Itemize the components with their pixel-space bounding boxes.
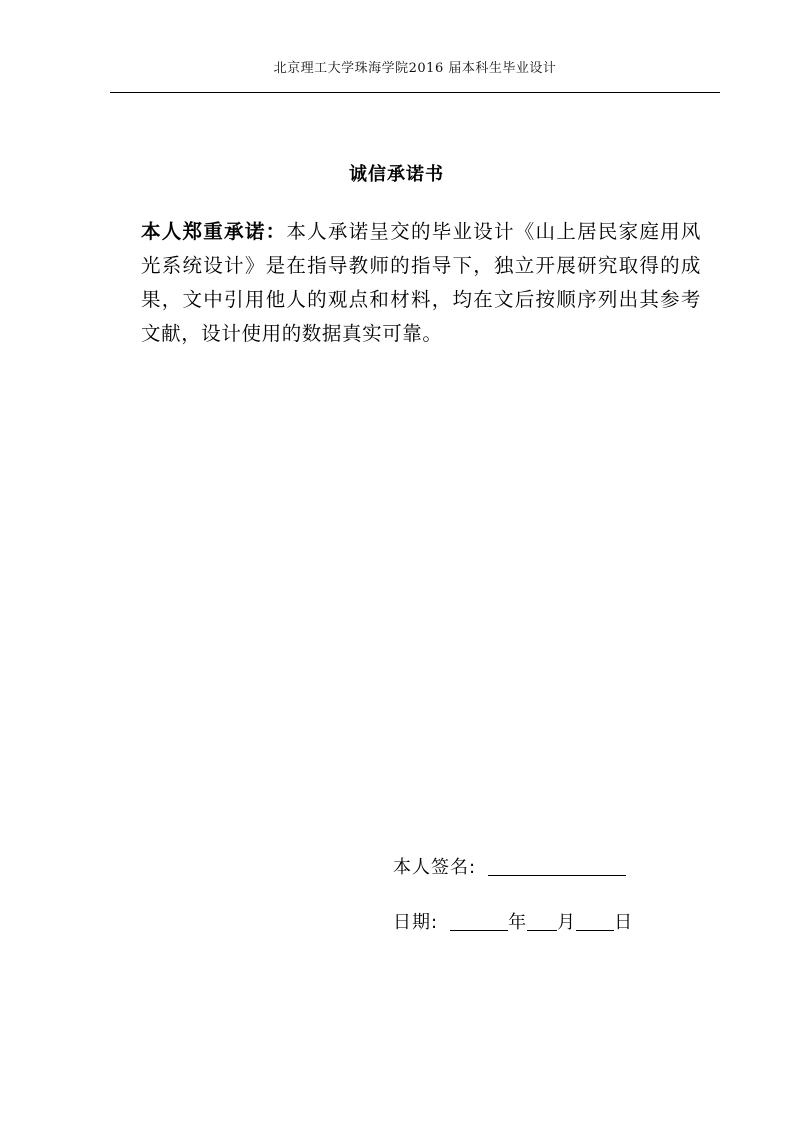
signature-blank[interactable] xyxy=(488,874,626,876)
date-row xyxy=(393,908,633,934)
year-blank[interactable] xyxy=(450,929,508,931)
running-header: 北京理工大学珠海学院2016 届本科生毕业设计 xyxy=(273,61,557,76)
month-blank[interactable] xyxy=(527,929,557,931)
date-label: 日期: xyxy=(393,912,439,933)
document-title: 诚信承诺书 xyxy=(349,164,444,185)
pledge-paragraph xyxy=(141,215,701,351)
pledge-body: 本人承诺呈交的毕业设计《山上居民家庭用风光系统设计》是在指导教师的指导下，独立开展研究取得的成果，文中引用他人的观点和材料，均在文后按顺序列出其参考文献，设计使用的数据真实可靠。 xyxy=(141,220,701,345)
day-blank[interactable] xyxy=(576,929,614,931)
signature-label: 本人签名: xyxy=(393,857,477,878)
pledge-lead: 本人郑重承诺： xyxy=(141,220,287,243)
month-label: 月 xyxy=(557,912,577,933)
header-divider xyxy=(110,92,720,93)
year-label: 年 xyxy=(508,912,528,933)
day-label: 日 xyxy=(614,912,634,933)
signature-row xyxy=(393,853,626,879)
